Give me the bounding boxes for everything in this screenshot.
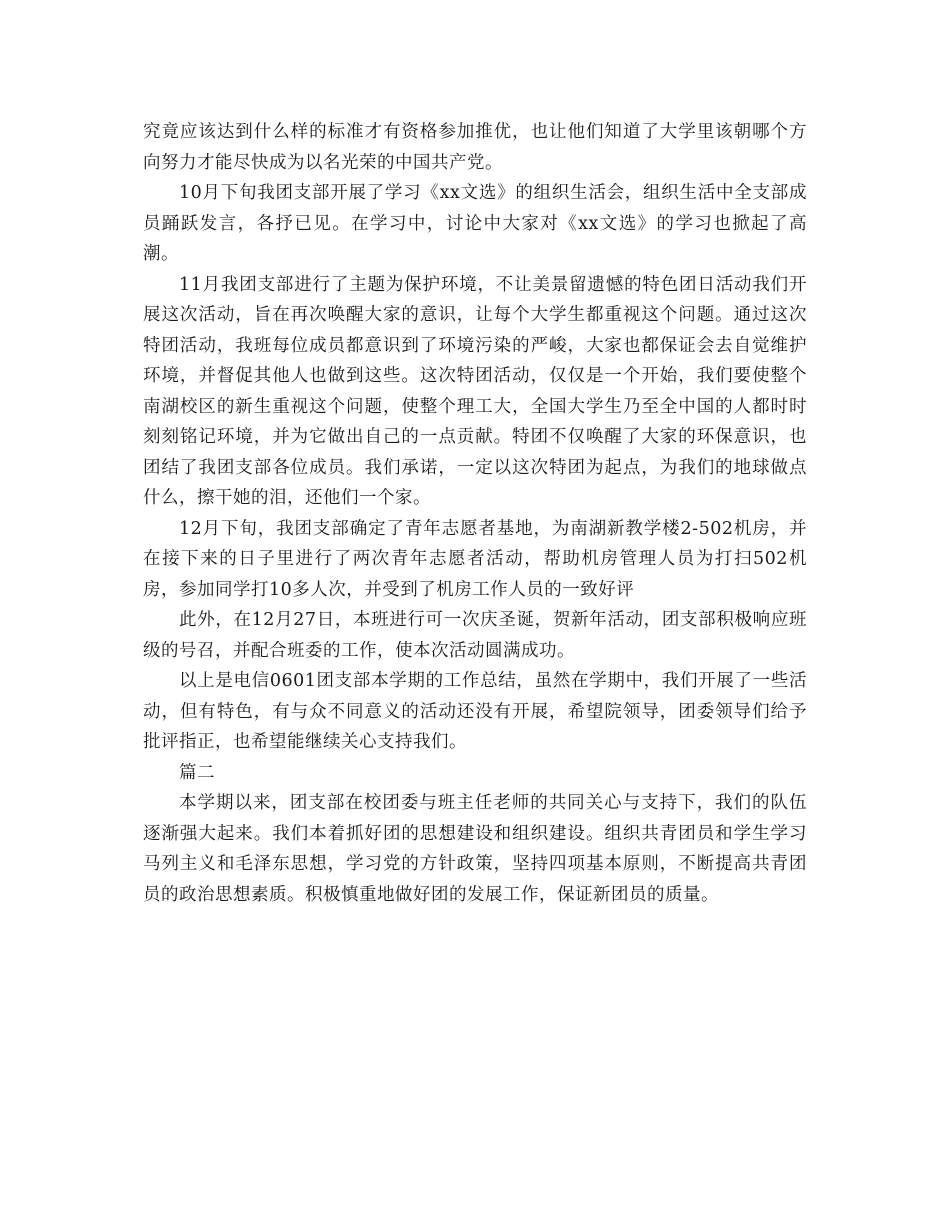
document-body bbox=[143, 117, 807, 910]
paragraph-continuation: 究竟应该达到什么样的标准才有资格参加推优，也让他们知道了大学里该朝哪个方向努力才能尽快成为以名光荣的中国共产党。 bbox=[143, 122, 807, 173]
paragraph-christmas: 此外，在12月27日，本班进行可一次庆圣诞，贺新年活动，团支部积极响应班级的号召，并配合班委的工作，使本次活动圆满成功。 bbox=[143, 610, 807, 661]
paragraph-part-two: 本学期以来，团支部在校团委与班主任老师的共同关心与支持下，我们的队伍逐渐强大起来。我们本着抓好团的思想建设和组织建设。组织共青团员和学生学习马列主义和毛泽东思想，学习党的方针政策，坚持四项基本原则，不断提高共青团员的政治思想素质。积极慎重地做好团的发展工作，保证新团员的质量。 bbox=[143, 793, 807, 905]
paragraph-october: 10月下旬我团支部开展了学习《xx文选》的组织生活会，组织生活中全支部成员踊跃发言，各抒已见。在学习中，讨论中大家对《xx文选》的学习也掀起了高潮。 bbox=[143, 183, 807, 264]
paragraph-summary: 以上是电信0601团支部本学期的工作总结，虽然在学期中，我们开展了一些活动，但有特色，有与众不同意义的活动还没有开展，希望院领导，团委领导们给予批评指正，也希望能继续关心支持我们。 bbox=[143, 671, 807, 752]
paragraph-november: 11月我团支部进行了主题为保护环境，不让美景留遗憾的特色团日活动我们开展这次活动，旨在再次唤醒大家的意识，让每个大学生都重视这个问题。通过这次特团活动，我班每位成员都意识到了环境污染的严峻，大家也都保证会去自觉维护环境，并督促其他人也做到这些。这次特团活动，仅仅是一个开始，我们要使整个南湖校区的新生重视这个问题，使整个理工大，全国大学生乃至全中国的人都时时刻刻铭记环境，并为它做出自己的一点贡献。特团不仅唤醒了大家的环保意识，也团结了我团支部各位成员。我们承诺，一定以这次特团为起点，为我们的地球做点什么，擦干她的泪，还他们一个家。 bbox=[143, 274, 807, 508]
paragraph-december: 12月下旬，我团支部确定了青年志愿者基地，为南湖新教学楼2-502机房，并在接下来的日子里进行了两次青年志愿者活动，帮助机房管理人员为打扫502机房，参加同学打10多人次，并受到了机房工作人员的一致好评 bbox=[143, 518, 807, 600]
section-heading: 篇二 bbox=[179, 762, 215, 783]
